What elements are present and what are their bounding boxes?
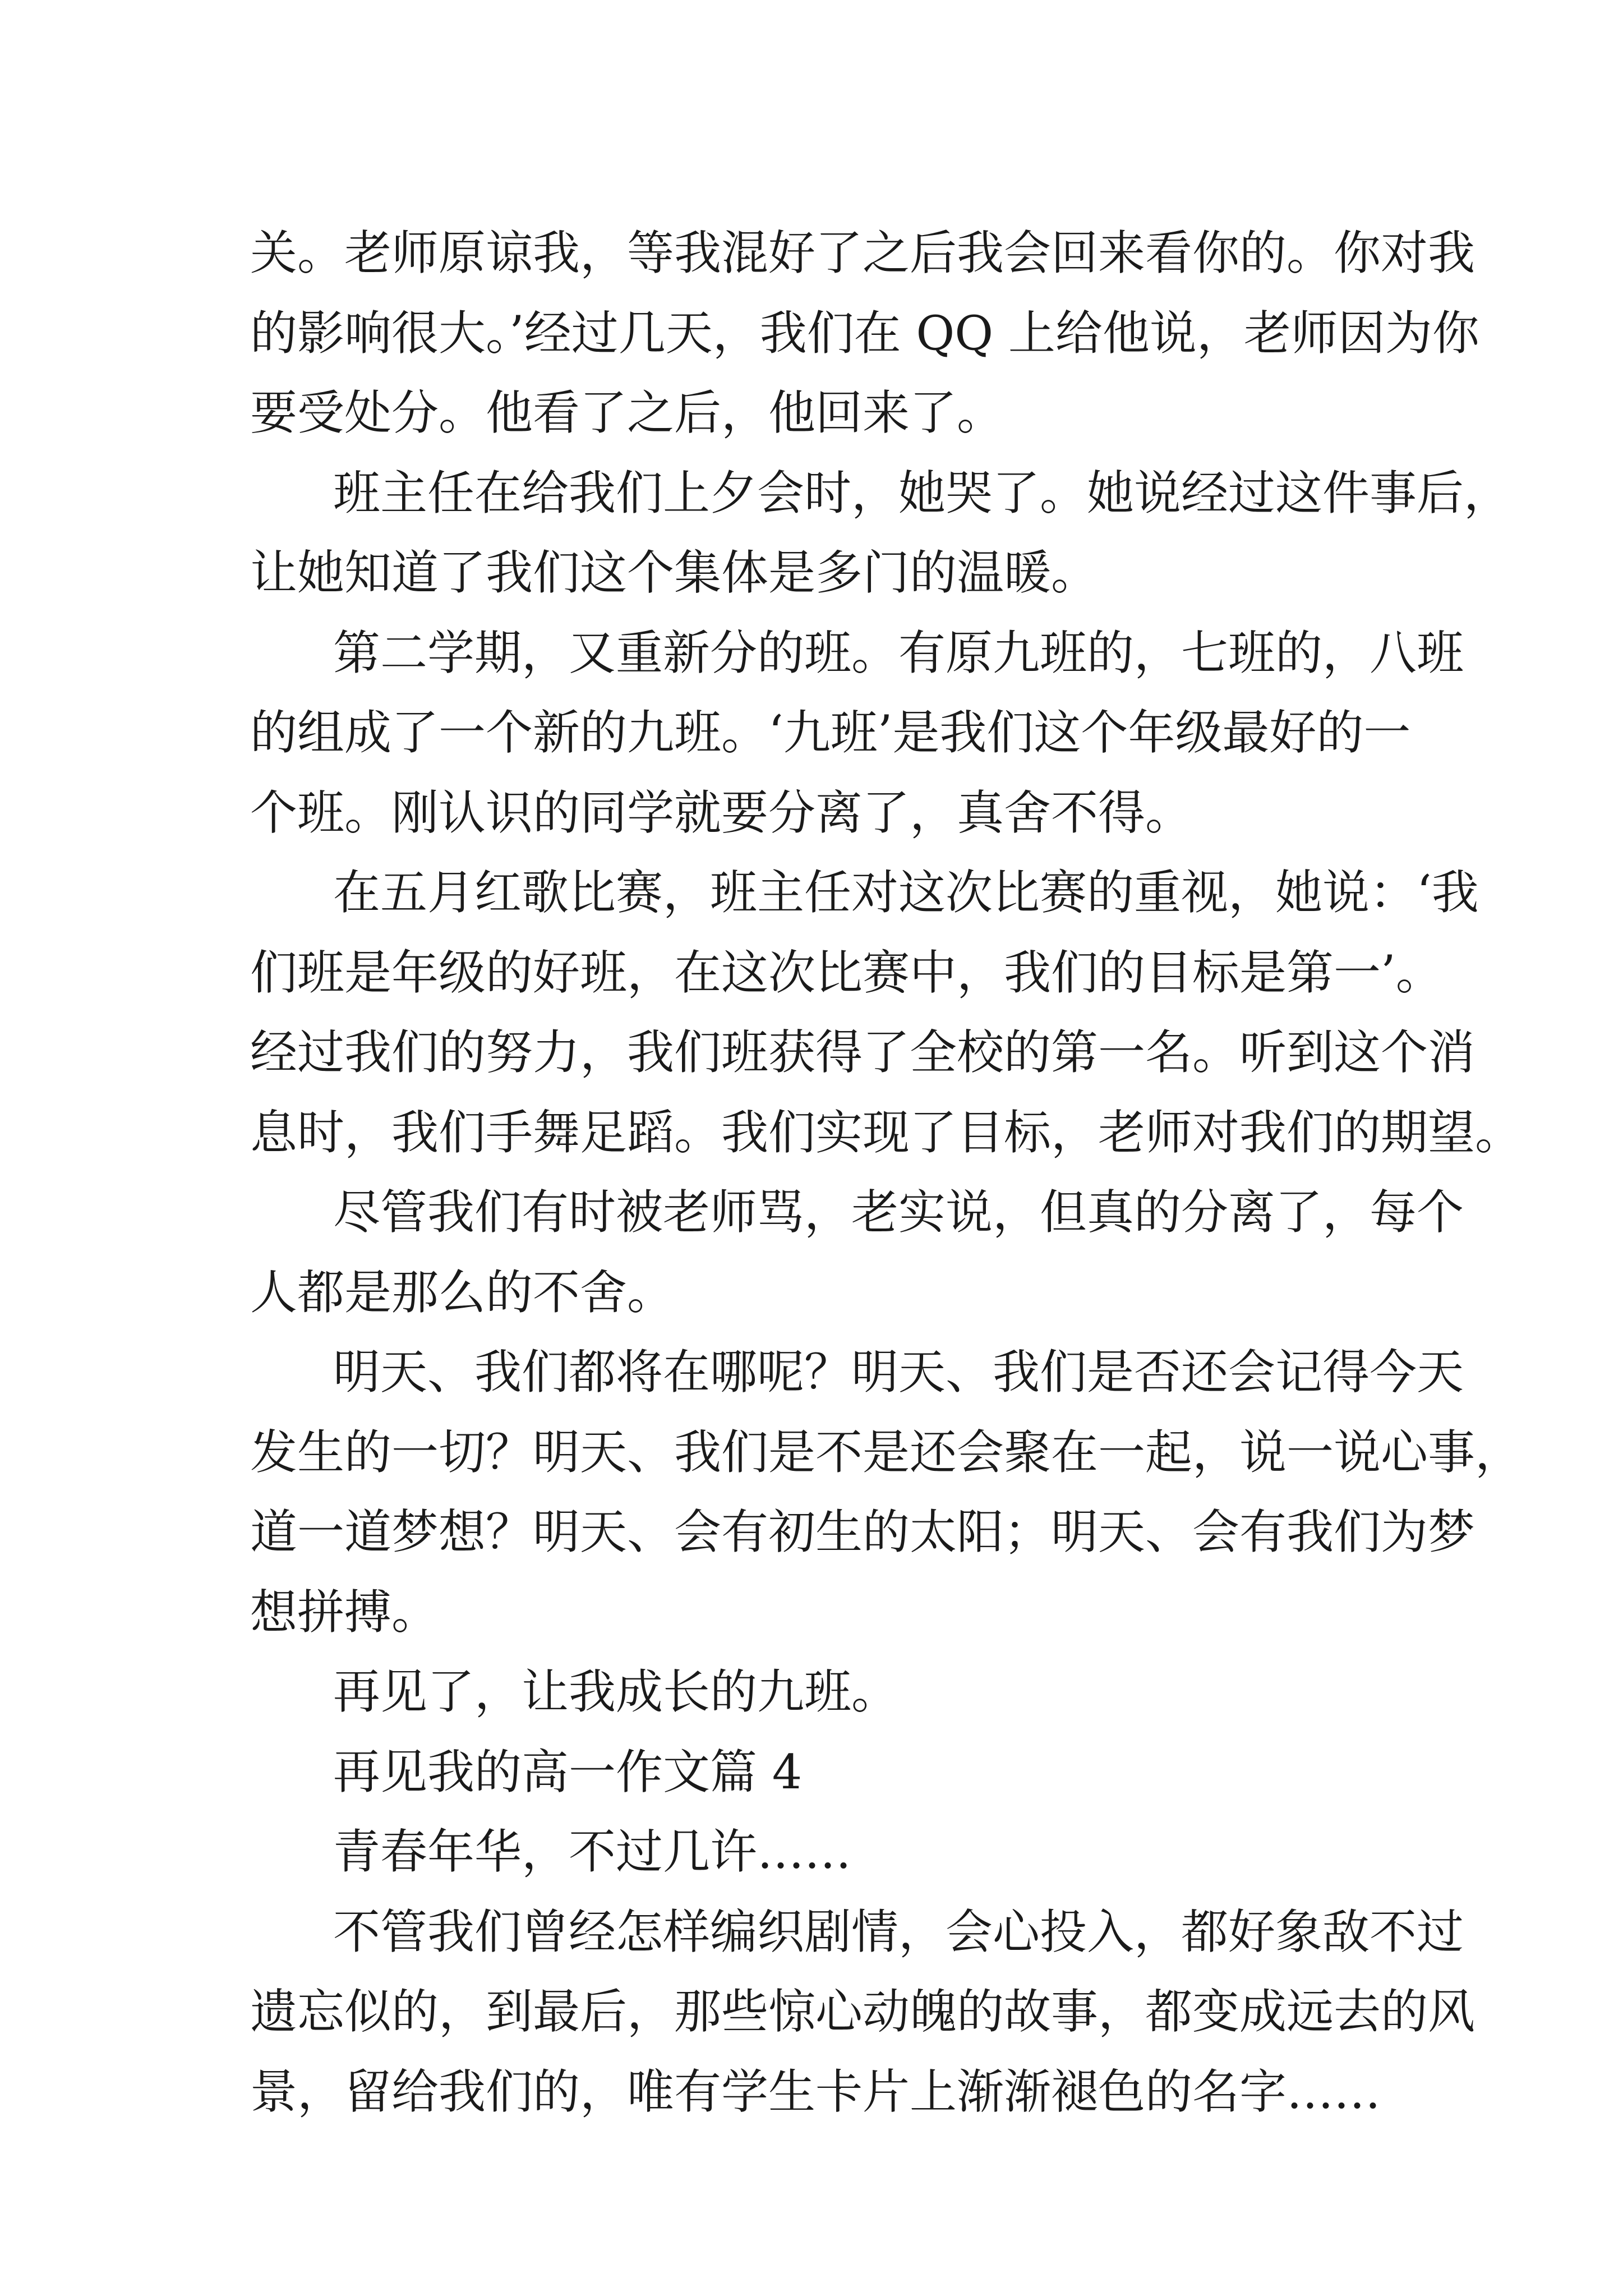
document-body xyxy=(250,213,1523,2132)
text-line: 们班是年级的好班，在这次比赛中，我们的目标是第一’。 xyxy=(250,945,1443,1000)
text-line: 在五月红歌比赛，班主任对这次比赛的重视，她说：‘我 xyxy=(333,865,1479,920)
text-line: 班主任在给我们上夕会时，她哭了。她说经过这件事后， xyxy=(333,465,1511,521)
text-line: 遗忘似的，到最后，那些惊心动魄的故事，都变成远去的风 xyxy=(250,1984,1476,2039)
text-line: 让她知道了我们这个集体是多门的温暖。 xyxy=(250,545,1099,600)
text-line: 经过我们的努力，我们班获得了全校的第一名。听到这个消 xyxy=(250,1025,1476,1080)
text-line: 的影响很大。’经过几天，我们在 QQ 上给他说，老师因为你 xyxy=(250,305,1479,361)
text-line: 发生的一切？明天、我们是不是还会聚在一起，说一说心事， xyxy=(250,1424,1523,1480)
text-line: 尽管我们有时被老师骂，老实说，但真的分离了，每个 xyxy=(333,1185,1464,1240)
text-line: 明天、我们都将在哪呢？明天、我们是否还会记得今天 xyxy=(333,1345,1464,1400)
text-line: 人都是那么的不舍。 xyxy=(250,1264,675,1320)
section-heading: 再见我的高一作文篇 4 xyxy=(333,1744,803,1800)
text-line: 再见了，让我成长的九班。 xyxy=(333,1664,899,1719)
text-line: 息时，我们手舞足蹈。我们实现了目标，老师对我们的期望。 xyxy=(250,1105,1523,1160)
text-line: 的组成了一个新的九班。‘九班’是我们这个年级最好的一 xyxy=(250,705,1411,760)
text-line: 要受处分。他看了之后，他回来了。 xyxy=(250,385,1004,440)
text-line: 不管我们曾经怎样编织剧情，会心投入，都好象敌不过 xyxy=(333,1904,1464,1959)
text-line: 关。老师原谅我，等我混好了之后我会回来看你的。你对我 xyxy=(250,226,1476,280)
text-line: 个班。刚认识的同学就要分离了，真舍不得。 xyxy=(250,785,1193,840)
text-line: 想拼搏。 xyxy=(250,1584,439,1640)
text-line: 青春年华，不过几许…… xyxy=(333,1824,852,1879)
text-line: 景，留给我们的，唯有学生卡片上渐渐褪色的名字…… xyxy=(250,2064,1381,2119)
text-line: 道一道梦想？明天、会有初生的太阳；明天、会有我们为梦 xyxy=(250,1504,1476,1559)
text-line: 第二学期，又重新分的班。有原九班的，七班的，八班 xyxy=(333,625,1464,680)
